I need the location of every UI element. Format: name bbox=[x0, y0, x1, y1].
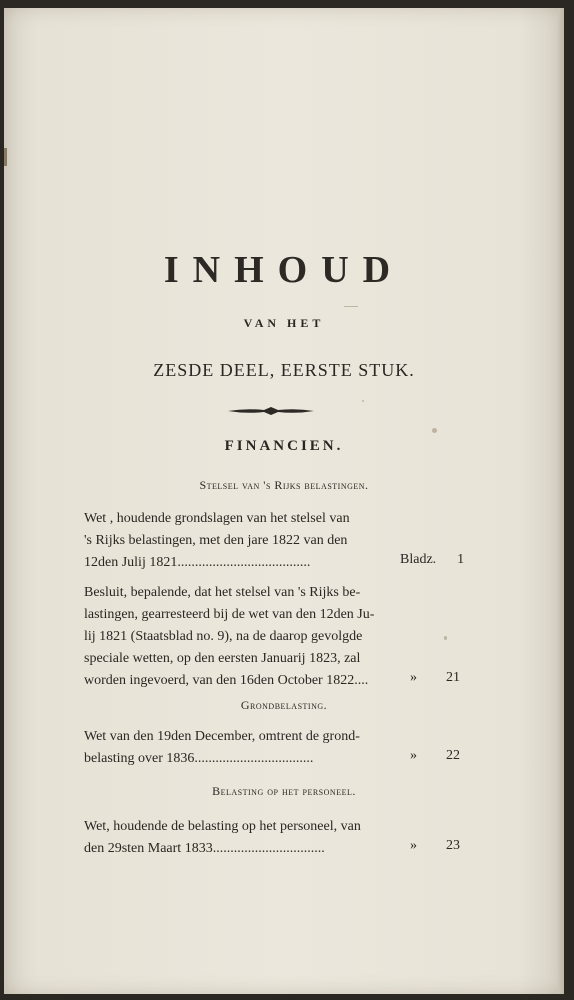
entry-line: den 29sten Maart 1833................................ bbox=[84, 841, 325, 856]
group-heading: Grondbelasting. bbox=[240, 698, 328, 712]
ornament-rule bbox=[226, 406, 316, 416]
page-subtitle: VAN HET bbox=[243, 316, 325, 330]
paper-spot bbox=[432, 428, 437, 433]
page-title: INHOUD bbox=[163, 249, 405, 291]
entry-line: Wet van den 19den December, omtrent de grond- bbox=[84, 729, 360, 744]
page-number: 1 bbox=[457, 552, 465, 567]
paper-spot bbox=[362, 400, 364, 402]
page-number: 22 bbox=[446, 748, 460, 763]
page-reference bbox=[410, 748, 460, 764]
page-ref-mark: » bbox=[410, 670, 417, 685]
page-reference bbox=[410, 838, 460, 854]
page-reference bbox=[400, 552, 464, 568]
page-ref-mark: » bbox=[410, 748, 417, 763]
group-heading: Stelsel van 's Rijks belastingen. bbox=[199, 478, 369, 492]
page-number: 23 bbox=[446, 838, 460, 853]
toc-entry bbox=[84, 726, 394, 770]
page-edge bbox=[558, 8, 564, 994]
entry-line: speciale wetten, op den eersten Januarij 1823, zal bbox=[84, 651, 361, 666]
entry-line: lastingen, gearresteerd bij de wet van den 12den Ju- bbox=[84, 607, 375, 622]
book-page bbox=[4, 8, 564, 994]
group-heading: Belasting op het personeel. bbox=[212, 784, 356, 798]
entry-line: Wet , houdende grondslagen van het stelsel van bbox=[84, 511, 350, 526]
toc-entry bbox=[84, 816, 394, 860]
entry-line: worden ingevoerd, van den 16den October 1822.... bbox=[84, 673, 369, 688]
page-ref-mark: » bbox=[410, 838, 417, 853]
paper-spot bbox=[344, 306, 358, 307]
page-ref-mark: Bladz. bbox=[400, 552, 437, 567]
page-number: 21 bbox=[446, 670, 460, 685]
entry-line: belasting over 1836.................................. bbox=[84, 751, 314, 766]
section-heading: FINANCIEN. bbox=[224, 438, 344, 454]
binding-thread bbox=[4, 148, 7, 166]
part-heading: ZESDE DEEL, EERSTE STUK. bbox=[153, 360, 415, 380]
toc-entry bbox=[84, 582, 394, 692]
entry-line: 's Rijks belastingen, met den jare 1822 van den bbox=[84, 533, 348, 548]
entry-line: Besluit, bepalende, dat het stelsel van 's Rijks be- bbox=[84, 585, 361, 600]
entry-line: Wet, houdende de belasting op het personeel, van bbox=[84, 819, 361, 834]
page-reference bbox=[410, 670, 460, 686]
paper-spot bbox=[444, 636, 447, 640]
toc-entry bbox=[84, 508, 394, 574]
entry-line: 12den Julij 1821...................................... bbox=[84, 555, 311, 570]
entry-line: lij 1821 (Staatsblad no. 9), na de daarop gevolgde bbox=[84, 629, 363, 644]
